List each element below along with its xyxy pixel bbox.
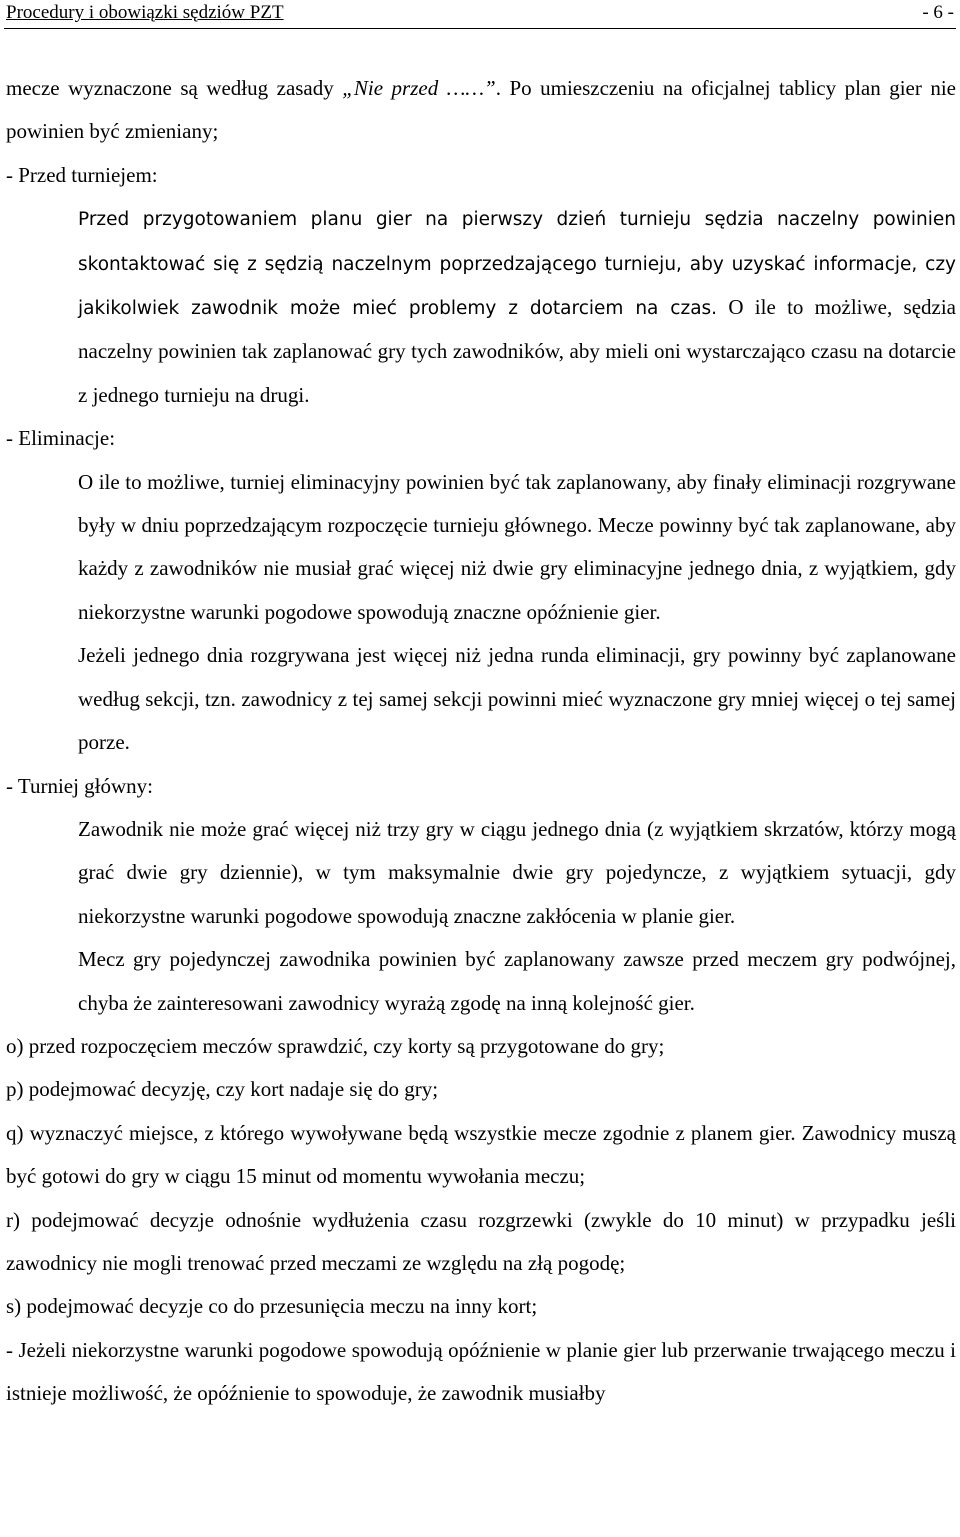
section-heading-eliminacje: - Eliminacje: (6, 426, 116, 451)
paragraph-eliminacje-1: O ile to możliwe, turniej eliminacyjny powinien być tak zaplanowany, aby finały eliminacji rozgrywane były w dniu poprzedzającym rozpoczęcie turnieju głównego. Mecze powinny być tak zaplanowane, aby każdy z zawodników nie musiał grać więcej niż dwie gry eliminacyjne jednego dnia, z wyjątkiem, gdy niekorzystne warunki pogodowe spowodują znaczne opóźnienie gier. (78, 469, 956, 624)
paragraph-eliminacje-2: Jeżeli jednego dnia rozgrywana jest więcej niż jedna runda eliminacji, gry powinny być zaplanowane według sekcji, tzn. zawodnicy z tej samej sekcji powinni mieć wyznaczone gry mniej więcej o tej samej porze. (78, 643, 956, 755)
list-item-r: r) podejmować decyzje odnośnie wydłużenia czasu rozgrzewki (zwykle do 10 minut) w przypadku jeśli zawodnicy nie mogli trenować przed meczami ze względu na złą pogodę; (6, 1207, 956, 1275)
text-segment: Przed przygotowaniem planu gier na pierwszy dzień turnieju sędzia naczelny powinien skontaktować się z sędzią naczelnym poprzedzającego turnieju, aby uzyskać informacje, czy jakikolwiek zawodnik może mieć problemy z dotarciem na czas. (78, 209, 956, 320)
paragraph-intro (6, 67, 956, 154)
quoted-rule: „Nie przed ……” (342, 76, 496, 100)
paragraph-turniej-glowny-1: Zawodnik nie może grać więcej niż trzy gry w ciągu jednego dnia (z wyjątkiem skrzatów, którzy mogą grać dwie gry dziennie), w tym maksymalnie dwie gry pojedyncze, z wyjątkiem sytuacji, gdy niekorzystne warunki pogodowe spowodują znaczne zakłócenia w planie gier. (78, 816, 956, 928)
document-title: Procedury i obowiązki sędziów PZT (6, 2, 284, 23)
list-item-q: q) wyznaczyć miejsce, z którego wywoływane będą wszystkie mecze zgodnie z planem gier. Zawodnicy muszą być gotowi do gry w ciągu 15 minut od momentu wywołania meczu; (6, 1120, 956, 1189)
list-item-p: p) podejmować decyzję, czy kort nadaje się do gry; (6, 1077, 439, 1102)
text-segment: O ile to możliwe, sędzia naczelny powinien tak zaplanować gry tych zawodników, aby mieli oni wystarczająco czasu na dotarcie z jednego turnieju na drugi. (78, 295, 956, 407)
paragraph-weather-delay: - Jeżeli niekorzystne warunki pogodowe spowodują opóźnienie w planie gier lub przerwanie trwającego meczu i istnieje możliwość, że opóźnienie to spowoduje, że zawodnik musiałby (6, 1337, 956, 1406)
paragraph-turniej-glowny-2: Mecz gry pojedynczej zawodnika powinien być zaplanowany zawsze przed meczem gry podwójnej, chyba że zainteresowani zawodnicy wyrażą zgodę na inną kolejność gier. (78, 947, 956, 1015)
text-segment: mecze wyznaczone są według zasady (6, 76, 343, 100)
list-item-s: s) podejmować decyzje co do przesunięcia meczu na inny kort; (6, 1294, 538, 1319)
document-body (6, 67, 956, 1416)
section-heading-turniej-glowny: - Turniej główny: (6, 773, 154, 798)
paragraph-przed (78, 197, 956, 417)
text-segment: . Po umieszczeniu na oficjalnej tablicy plan gier nie powinien być zmieniany; (6, 76, 956, 144)
page-header (4, 0, 956, 29)
section-heading-przed: - Przed turniejem: (6, 162, 158, 187)
page-number: - 6 - (922, 2, 954, 23)
list-item-o: o) przed rozpoczęciem meczów sprawdzić, czy korty są przygotowane do gry; (6, 1033, 665, 1058)
